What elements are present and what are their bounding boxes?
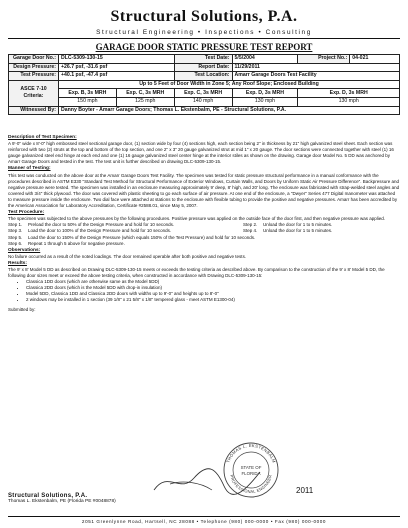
- step-text: Load the door to 150% of the Design Pressure (which equals 150% of the Test Pressure) and hold for 10 seconds.: [28, 234, 256, 240]
- signature-year: 2011: [296, 486, 314, 495]
- step-text: Load the door to 100% of the Design Pressure and hold for 10 seconds.: [28, 228, 172, 234]
- engineer-seal-icon: [222, 441, 280, 499]
- step-number: Step 3.: [8, 228, 23, 234]
- exposure-cell: Exp. D, 3s MRH: [298, 89, 400, 98]
- section-heading: Observations:: [8, 247, 41, 253]
- company-tagline: Structural Engineering • Inspections • Consulting: [96, 29, 312, 36]
- header-rule: [8, 38, 400, 39]
- seal-center: STATE OF: [240, 465, 262, 470]
- seal-center-2: FLORIDA: [241, 471, 261, 476]
- list-item: • 2 windows may be installed in 1 section (39 1/8" x 21 5/8" x 1/8" tempered glass - meet ASTM E1300-04): [26, 297, 400, 303]
- table-row: [9, 97, 400, 106]
- wind-speed-cell: 130 mph: [298, 97, 400, 106]
- step-number: Step 5.: [8, 234, 23, 240]
- results-list: [8, 279, 400, 303]
- test-pressure-value: +40.1 psf, -47.4 psf: [58, 72, 174, 81]
- design-pressure-value: +26.7 psf, -31.6 psf: [58, 63, 174, 72]
- observations: No failure occurred as a result of the noted loadings. The door remained operable after both positive and negative tests.: [8, 253, 247, 259]
- step-text: Unload the door for 1 to 5 minutes.: [263, 228, 333, 234]
- witnessed-by-label: Witnessed By:: [9, 106, 59, 115]
- wind-speed-cell: 125 mph: [116, 97, 174, 106]
- list-item: [8, 241, 400, 247]
- step-number: Step 6.: [8, 240, 23, 246]
- list-item: • Model 5DD, Classica 1DD and Classica 2DD doors with widths up to 9'-0" and heights up to 8'-0": [26, 291, 400, 297]
- section-heading: Manner of Testing:: [8, 166, 51, 172]
- wind-speed-cell: 130 mph: [232, 97, 298, 106]
- procedure-steps: [8, 222, 400, 246]
- test-date-label: Test Date:: [174, 55, 232, 64]
- test-pressure-label: Test Pressure:: [9, 72, 59, 81]
- company-name: Structural Solutions, P.A.: [110, 8, 298, 25]
- report-date-label: Report Date:: [174, 63, 232, 72]
- svg-text:PROFESSIONAL ENGINEER: [229, 474, 273, 494]
- table-row: [9, 80, 400, 89]
- project-no-label: Project No.:: [298, 55, 350, 64]
- report-date-value: 11/29/2011: [232, 63, 399, 72]
- step-text: Unload the door for 1 to 5 minutes.: [263, 222, 333, 228]
- svg-text:THOMAS L. EKSTENBALM: [225, 443, 277, 464]
- step-text: Repeat 1 through 5 above for negative pressure.: [28, 240, 125, 246]
- seal-ring-bottom: PROFESSIONAL ENGINEER: [229, 474, 273, 495]
- footer-rule: [8, 516, 400, 517]
- report-title: GARAGE DOOR STATIC PRESSURE TEST REPORT: [95, 42, 313, 52]
- submitted-by-label: Submitted by:: [8, 306, 36, 312]
- list-item: • Classica 1DD doors (which are otherwise same as the Model 5DD): [26, 279, 400, 285]
- manner-of-testing: This test was conducted on the above door at the Amarr Garage Doors Test Facility. The specimen was tested for static pressure structural performance in a manual conformance with the procedures described in ASTM E330 "Standard Test Method for Structural Performance of Exterior Windows, Curtain Walls, and Doors by Uniform Static Air Pressure Difference". Backpressure and negative pressure were tested. The specimen was installed in an enclosure measuring approximately 9' deep, 8' high, and 20' long. The enclosure was fabricated with strap-welded steel angles and covered with 3/4" thick plywood. The door was covered with plastic sheeting to go each surface of air pressure. At one end of the enclosure, a "Dwyer" Series 477 Digital manometer was attached to measure pressure inside the enclosure. Two dial face were attached at stations to the enclosure with flexible tubing to provide the positive and negative pressures. Amarr has been accredited by the American Association for Laboratory Accreditation, Certificate #2588.01, since May 5, 2007.: [8, 172, 400, 209]
- test-location-value: Amarr Garage Doors Test Facility: [232, 72, 399, 81]
- section-heading: Results:: [8, 260, 27, 266]
- list-item: • Classica 2DD doors (which is the Model 5DD with drop-in insulation): [26, 285, 400, 291]
- table-row: [9, 63, 400, 72]
- asce-criteria-label: ASCE 7-10 Criteria:: [9, 80, 59, 106]
- table-row: [9, 55, 400, 64]
- garage-door-no-value: DLC-5309-130-15: [58, 55, 174, 64]
- step-number: Step 2.: [243, 222, 258, 228]
- exposure-cell: Exp. C, 3s MRH: [116, 89, 174, 98]
- test-summary-table: [8, 54, 400, 115]
- signature-block: [8, 493, 116, 505]
- exposure-cell: Exp. C, 3s MRH: [174, 89, 232, 98]
- test-date-value: 5/5/2004: [232, 55, 298, 64]
- footer-address: 2051 Greenlynne Road, Hartsell, NC 28088 • Telephone (980) 000-0000 • Fax (980) 000-0000: [81, 519, 327, 524]
- table-row: [9, 89, 400, 98]
- design-pressure-label: Design Pressure:: [9, 63, 59, 72]
- garage-door-no-label: Garage Door No.:: [9, 55, 59, 64]
- asce-criteria-heading: Up to 5 Feet of Door Width in Zone 5; Any Roof Slope; Enclosed Building: [58, 80, 399, 89]
- step-number: Step 4.: [243, 228, 258, 234]
- step-text: Preload the door to 50% of the Design Pressure and hold for 10 seconds.: [28, 222, 175, 228]
- test-location-label: Test Location:: [174, 72, 232, 81]
- witnessed-by-value: Danny Boyter - Amarr Garage Doors; Thomas L. Ekstenbalm, PE - Structural Solutions, P.A.: [58, 106, 399, 115]
- wind-speed-cell: 140 mph: [174, 97, 232, 106]
- test-procedure: The specimen was subjected to the above pressures by the following procedures. Positive pressure was applied on the outside face of the door first, and then negative pressure was applied.: [8, 216, 385, 222]
- project-no-value: 04-021: [350, 55, 400, 64]
- specimen-description: A 9'-0" wide x 8'-0" high embossed steel sectional garage door, (1) section wide by four (4) sections high, each section being 2" in thickness by 21" high galvanized steel sheet. Each section was reinforced with two (2) struts at the top and bottom of the top section, and one 2" x 3" 20 gauge galvanized strut at mid 1" x 20 gauge. The door sections were connected together with steel (1) 16 gauge galvanized steel end hinge at each end and one (1) 16 gauge galvanized steel center hinge at the interior stiles as shown on the drawing. Garage door Model No. 5 DD was anchored by Amarr Garage Doors and tested in the test. The test unit is further described on drawing DLC-5309-130-15.: [8, 141, 394, 165]
- table-row: [9, 106, 400, 115]
- results: The 9' x 8' Model 5 DD as described on Drawing DLC-5309-130-15 meets or exceeds the testing criteria as described above. By comparison to the construction of the 9' x 8' Model 5 DD, the following door sizes meet or exceed the above testing criteria, when constructed in accordance with Drawing DLC-5309-130-15:: [8, 266, 385, 279]
- exposure-cell: Exp. B, 3s MRH: [58, 89, 116, 98]
- section-heading: Description of Test Specimen:: [8, 135, 77, 140]
- signature-name: Thomas L. Ekstenbalm, PE (Florida PE #0048878): [8, 499, 116, 504]
- signature-firm: Structural Solutions, P.A.: [8, 493, 88, 499]
- wind-speed-cell: 150 mph: [58, 97, 116, 106]
- report-body: [8, 134, 400, 313]
- section-heading: Test Procedure:: [8, 210, 45, 216]
- exposure-cell: Exp. D, 3s MRH: [232, 89, 298, 98]
- table-row: [9, 72, 400, 81]
- step-number: Step 1.: [8, 222, 23, 228]
- seal-ring-top: THOMAS L. EKSTENBALM: [225, 442, 277, 464]
